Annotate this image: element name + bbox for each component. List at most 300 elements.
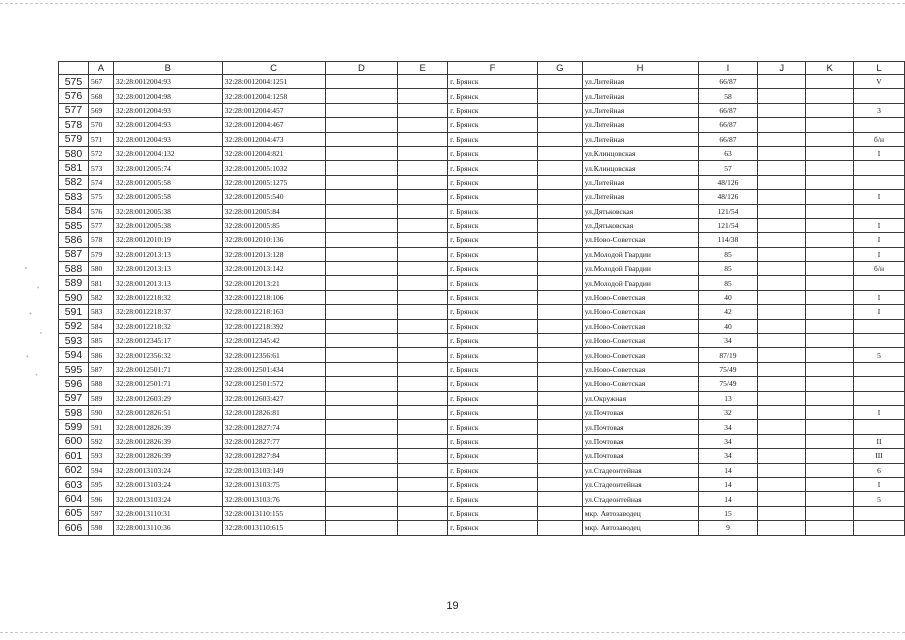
cell-l[interactable]: 5 (854, 348, 905, 362)
cell-e[interactable] (398, 89, 448, 103)
cell-f[interactable]: г. Брянск (448, 262, 538, 276)
cell-f[interactable]: г. Брянск (448, 290, 538, 304)
cell-e[interactable] (398, 118, 448, 132)
cell-b[interactable]: 32:28:0012218:32 (113, 290, 222, 304)
row-header[interactable]: 578 (59, 118, 89, 132)
cell-h[interactable]: ул.Ново-Советская (582, 348, 698, 362)
cell-e[interactable] (398, 290, 448, 304)
row-header[interactable]: 586 (59, 233, 89, 247)
cell-d[interactable] (325, 492, 398, 506)
row-header[interactable]: 603 (59, 477, 89, 491)
column-header-c[interactable]: C (222, 62, 325, 75)
cell-g[interactable] (537, 477, 582, 491)
cell-j[interactable] (758, 89, 806, 103)
cell-l[interactable]: II (854, 434, 905, 448)
cell-k[interactable] (806, 377, 854, 391)
cell-j[interactable] (758, 132, 806, 146)
cell-c[interactable]: 32:28:0012501:572 (222, 377, 325, 391)
cell-g[interactable] (537, 204, 582, 218)
cell-l[interactable]: I (854, 247, 905, 261)
cell-a[interactable]: 570 (88, 118, 113, 132)
cell-l[interactable] (854, 362, 905, 376)
cell-d[interactable] (325, 161, 398, 175)
cell-i[interactable]: 114/38 (698, 233, 758, 247)
cell-i[interactable]: 87/19 (698, 348, 758, 362)
cell-k[interactable] (806, 463, 854, 477)
cell-l[interactable]: I (854, 190, 905, 204)
cell-h[interactable]: ул.Молодой Гвардии (582, 247, 698, 261)
cell-a[interactable]: 581 (88, 276, 113, 290)
cell-i[interactable]: 63 (698, 146, 758, 160)
cell-d[interactable] (325, 218, 398, 232)
cell-h[interactable]: ул.Клинцовская (582, 161, 698, 175)
cell-c[interactable]: 32:28:0012013:21 (222, 276, 325, 290)
cell-j[interactable] (758, 118, 806, 132)
cell-i[interactable]: 34 (698, 449, 758, 463)
cell-d[interactable] (325, 75, 398, 89)
cell-d[interactable] (325, 276, 398, 290)
cell-h[interactable]: ул.Литейная (582, 103, 698, 117)
cell-c[interactable]: 32:28:0013103:149 (222, 463, 325, 477)
cell-e[interactable] (398, 204, 448, 218)
cell-d[interactable] (325, 247, 398, 261)
cell-l[interactable]: I (854, 146, 905, 160)
cell-j[interactable] (758, 521, 806, 535)
cell-a[interactable]: 576 (88, 204, 113, 218)
cell-h[interactable]: ул.Стадеонтейная (582, 463, 698, 477)
cell-e[interactable] (398, 103, 448, 117)
column-header-d[interactable]: D (325, 62, 398, 75)
cell-e[interactable] (398, 434, 448, 448)
cell-b[interactable]: 32:28:0012005:74 (113, 161, 222, 175)
cell-d[interactable] (325, 319, 398, 333)
cell-j[interactable] (758, 334, 806, 348)
cell-e[interactable] (398, 75, 448, 89)
cell-h[interactable]: ул.Почтовая (582, 420, 698, 434)
row-header[interactable]: 590 (59, 290, 89, 304)
cell-b[interactable]: 32:28:0012826:51 (113, 405, 222, 419)
cell-a[interactable]: 589 (88, 391, 113, 405)
cell-h[interactable]: мкр. Автозаводец (582, 506, 698, 520)
row-header[interactable]: 602 (59, 463, 89, 477)
cell-b[interactable]: 32:28:0012345:17 (113, 334, 222, 348)
cell-k[interactable] (806, 434, 854, 448)
cell-b[interactable]: 32:28:0013103:24 (113, 477, 222, 491)
cell-h[interactable]: ул.Молодой Гвардии (582, 262, 698, 276)
cell-b[interactable]: 32:28:0012603:29 (113, 391, 222, 405)
cell-l[interactable]: 5 (854, 492, 905, 506)
cell-k[interactable] (806, 521, 854, 535)
cell-i[interactable]: 66/87 (698, 118, 758, 132)
corner-cell[interactable] (59, 62, 89, 75)
cell-f[interactable]: г. Брянск (448, 334, 538, 348)
cell-l[interactable] (854, 319, 905, 333)
cell-l[interactable] (854, 521, 905, 535)
cell-h[interactable]: мкр. Автозаводец (582, 521, 698, 535)
cell-g[interactable] (537, 75, 582, 89)
cell-g[interactable] (537, 434, 582, 448)
cell-d[interactable] (325, 334, 398, 348)
cell-i[interactable]: 32 (698, 405, 758, 419)
cell-c[interactable]: 32:28:0013103:76 (222, 492, 325, 506)
cell-g[interactable] (537, 334, 582, 348)
cell-f[interactable]: г. Брянск (448, 118, 538, 132)
row-header[interactable]: 597 (59, 391, 89, 405)
cell-b[interactable]: 32:28:0012013:13 (113, 262, 222, 276)
cell-c[interactable]: 32:28:0012004:467 (222, 118, 325, 132)
cell-g[interactable] (537, 405, 582, 419)
row-header[interactable]: 588 (59, 262, 89, 276)
cell-k[interactable] (806, 420, 854, 434)
cell-l[interactable]: I (854, 477, 905, 491)
cell-c[interactable]: 32:28:0012218:392 (222, 319, 325, 333)
cell-d[interactable] (325, 521, 398, 535)
cell-l[interactable]: I (854, 305, 905, 319)
cell-k[interactable] (806, 334, 854, 348)
cell-c[interactable]: 32:28:0012827:74 (222, 420, 325, 434)
cell-j[interactable] (758, 233, 806, 247)
cell-a[interactable]: 572 (88, 146, 113, 160)
cell-g[interactable] (537, 319, 582, 333)
cell-d[interactable] (325, 305, 398, 319)
cell-g[interactable] (537, 175, 582, 189)
cell-a[interactable]: 579 (88, 247, 113, 261)
cell-g[interactable] (537, 348, 582, 362)
cell-g[interactable] (537, 362, 582, 376)
cell-e[interactable] (398, 420, 448, 434)
cell-f[interactable]: г. Брянск (448, 75, 538, 89)
cell-h[interactable]: ул.Литейная (582, 190, 698, 204)
cell-g[interactable] (537, 506, 582, 520)
cell-i[interactable]: 85 (698, 262, 758, 276)
cell-g[interactable] (537, 247, 582, 261)
cell-j[interactable] (758, 377, 806, 391)
cell-h[interactable]: ул.Дятьковская (582, 218, 698, 232)
cell-f[interactable]: г. Брянск (448, 233, 538, 247)
cell-g[interactable] (537, 89, 582, 103)
cell-c[interactable]: 32:28:0012004:473 (222, 132, 325, 146)
cell-h[interactable]: ул.Литейная (582, 132, 698, 146)
cell-g[interactable] (537, 305, 582, 319)
cell-i[interactable]: 40 (698, 319, 758, 333)
cell-c[interactable]: 32:28:0012013:128 (222, 247, 325, 261)
cell-d[interactable] (325, 103, 398, 117)
cell-d[interactable] (325, 233, 398, 247)
cell-i[interactable]: 34 (698, 434, 758, 448)
cell-l[interactable] (854, 118, 905, 132)
cell-e[interactable] (398, 218, 448, 232)
column-header-a[interactable]: A (88, 62, 113, 75)
cell-h[interactable]: ул.Ново-Советская (582, 233, 698, 247)
cell-e[interactable] (398, 319, 448, 333)
cell-d[interactable] (325, 434, 398, 448)
cell-l[interactable] (854, 204, 905, 218)
cell-c[interactable]: 32:28:0012356:61 (222, 348, 325, 362)
cell-j[interactable] (758, 348, 806, 362)
row-header[interactable]: 601 (59, 449, 89, 463)
cell-c[interactable]: 32:28:0012501:434 (222, 362, 325, 376)
cell-f[interactable]: г. Брянск (448, 405, 538, 419)
cell-h[interactable]: ул.Окружная (582, 391, 698, 405)
cell-e[interactable] (398, 161, 448, 175)
row-header[interactable]: 589 (59, 276, 89, 290)
cell-i[interactable]: 34 (698, 420, 758, 434)
cell-l[interactable] (854, 506, 905, 520)
cell-d[interactable] (325, 262, 398, 276)
cell-j[interactable] (758, 190, 806, 204)
cell-b[interactable]: 32:28:0012013:13 (113, 276, 222, 290)
cell-i[interactable]: 14 (698, 477, 758, 491)
cell-i[interactable]: 66/87 (698, 103, 758, 117)
cell-e[interactable] (398, 233, 448, 247)
cell-f[interactable]: г. Брянск (448, 103, 538, 117)
cell-i[interactable]: 48/126 (698, 190, 758, 204)
cell-g[interactable] (537, 118, 582, 132)
row-header[interactable]: 579 (59, 132, 89, 146)
cell-c[interactable]: 32:28:0013110:155 (222, 506, 325, 520)
cell-l[interactable]: V (854, 75, 905, 89)
cell-b[interactable]: 32:28:0012218:37 (113, 305, 222, 319)
cell-b[interactable]: 32:28:0013103:24 (113, 492, 222, 506)
cell-f[interactable]: г. Брянск (448, 420, 538, 434)
cell-e[interactable] (398, 146, 448, 160)
cell-a[interactable]: 588 (88, 377, 113, 391)
cell-k[interactable] (806, 276, 854, 290)
cell-l[interactable]: б/н (854, 132, 905, 146)
row-header[interactable]: 596 (59, 377, 89, 391)
cell-k[interactable] (806, 305, 854, 319)
cell-l[interactable]: 3 (854, 103, 905, 117)
cell-e[interactable] (398, 334, 448, 348)
cell-d[interactable] (325, 290, 398, 304)
column-header-g[interactable]: G (537, 62, 582, 75)
cell-g[interactable] (537, 521, 582, 535)
cell-d[interactable] (325, 405, 398, 419)
cell-k[interactable] (806, 204, 854, 218)
cell-f[interactable]: г. Брянск (448, 348, 538, 362)
cell-a[interactable]: 583 (88, 305, 113, 319)
cell-h[interactable]: ул.Молодой Гвардии (582, 276, 698, 290)
column-header-l[interactable]: L (854, 62, 905, 75)
cell-k[interactable] (806, 405, 854, 419)
cell-f[interactable]: г. Брянск (448, 492, 538, 506)
cell-j[interactable] (758, 290, 806, 304)
cell-f[interactable]: г. Брянск (448, 175, 538, 189)
cell-c[interactable]: 32:28:0012005:85 (222, 218, 325, 232)
cell-e[interactable] (398, 362, 448, 376)
cell-l[interactable] (854, 89, 905, 103)
cell-i[interactable]: 66/87 (698, 75, 758, 89)
cell-d[interactable] (325, 477, 398, 491)
row-header[interactable]: 592 (59, 319, 89, 333)
cell-a[interactable]: 569 (88, 103, 113, 117)
cell-k[interactable] (806, 319, 854, 333)
cell-i[interactable]: 42 (698, 305, 758, 319)
cell-e[interactable] (398, 247, 448, 261)
cell-e[interactable] (398, 506, 448, 520)
cell-a[interactable]: 595 (88, 477, 113, 491)
cell-d[interactable] (325, 506, 398, 520)
column-header-h[interactable]: H (582, 62, 698, 75)
cell-k[interactable] (806, 492, 854, 506)
cell-j[interactable] (758, 434, 806, 448)
cell-d[interactable] (325, 89, 398, 103)
row-header[interactable]: 575 (59, 75, 89, 89)
cell-c[interactable]: 32:28:0013103:75 (222, 477, 325, 491)
cell-h[interactable]: ул.Почтовая (582, 434, 698, 448)
cell-i[interactable]: 121/54 (698, 218, 758, 232)
cell-a[interactable]: 586 (88, 348, 113, 362)
cell-j[interactable] (758, 391, 806, 405)
cell-i[interactable]: 40 (698, 290, 758, 304)
cell-a[interactable]: 596 (88, 492, 113, 506)
cell-k[interactable] (806, 262, 854, 276)
cell-j[interactable] (758, 103, 806, 117)
cell-d[interactable] (325, 190, 398, 204)
cell-e[interactable] (398, 348, 448, 362)
cell-a[interactable]: 590 (88, 405, 113, 419)
cell-d[interactable] (325, 204, 398, 218)
cell-b[interactable]: 32:28:0012356:32 (113, 348, 222, 362)
cell-c[interactable]: 32:28:0012827:77 (222, 434, 325, 448)
row-header[interactable]: 604 (59, 492, 89, 506)
cell-j[interactable] (758, 146, 806, 160)
cell-k[interactable] (806, 218, 854, 232)
cell-i[interactable]: 75/49 (698, 377, 758, 391)
cell-i[interactable]: 75/49 (698, 362, 758, 376)
cell-k[interactable] (806, 75, 854, 89)
cell-e[interactable] (398, 449, 448, 463)
cell-c[interactable]: 32:28:0012005:1275 (222, 175, 325, 189)
cell-a[interactable]: 582 (88, 290, 113, 304)
row-header[interactable]: 582 (59, 175, 89, 189)
cell-c[interactable]: 32:28:0012013:142 (222, 262, 325, 276)
cell-f[interactable]: г. Брянск (448, 89, 538, 103)
cell-e[interactable] (398, 175, 448, 189)
cell-e[interactable] (398, 190, 448, 204)
cell-a[interactable]: 578 (88, 233, 113, 247)
row-header[interactable]: 600 (59, 434, 89, 448)
cell-l[interactable] (854, 334, 905, 348)
column-header-f[interactable]: F (448, 62, 538, 75)
cell-h[interactable]: ул.Литейная (582, 118, 698, 132)
cell-l[interactable]: III (854, 449, 905, 463)
cell-j[interactable] (758, 405, 806, 419)
cell-e[interactable] (398, 463, 448, 477)
cell-g[interactable] (537, 161, 582, 175)
cell-j[interactable] (758, 204, 806, 218)
cell-b[interactable]: 32:28:0012218:32 (113, 319, 222, 333)
cell-l[interactable]: I (854, 290, 905, 304)
cell-i[interactable]: 14 (698, 492, 758, 506)
cell-a[interactable]: 584 (88, 319, 113, 333)
cell-l[interactable]: I (854, 233, 905, 247)
cell-b[interactable]: 32:28:0012004:93 (113, 132, 222, 146)
cell-a[interactable]: 568 (88, 89, 113, 103)
cell-g[interactable] (537, 377, 582, 391)
cell-b[interactable]: 32:28:0012826:39 (113, 449, 222, 463)
cell-a[interactable]: 594 (88, 463, 113, 477)
cell-k[interactable] (806, 89, 854, 103)
cell-f[interactable]: г. Брянск (448, 132, 538, 146)
cell-c[interactable]: 32:28:0012004:1251 (222, 75, 325, 89)
cell-f[interactable]: г. Брянск (448, 362, 538, 376)
cell-g[interactable] (537, 132, 582, 146)
cell-e[interactable] (398, 405, 448, 419)
cell-b[interactable]: 32:28:0013110:31 (113, 506, 222, 520)
cell-g[interactable] (537, 190, 582, 204)
cell-k[interactable] (806, 247, 854, 261)
column-header-k[interactable]: K (806, 62, 854, 75)
cell-i[interactable]: 15 (698, 506, 758, 520)
cell-e[interactable] (398, 305, 448, 319)
cell-f[interactable]: г. Брянск (448, 305, 538, 319)
cell-j[interactable] (758, 175, 806, 189)
cell-h[interactable]: ул.Почтовая (582, 449, 698, 463)
cell-g[interactable] (537, 218, 582, 232)
cell-g[interactable] (537, 146, 582, 160)
cell-j[interactable] (758, 218, 806, 232)
cell-c[interactable]: 32:28:0012010:136 (222, 233, 325, 247)
cell-j[interactable] (758, 319, 806, 333)
cell-j[interactable] (758, 247, 806, 261)
cell-e[interactable] (398, 276, 448, 290)
cell-b[interactable]: 32:28:0012005:38 (113, 204, 222, 218)
cell-h[interactable]: ул.Ново-Советская (582, 305, 698, 319)
cell-b[interactable]: 32:28:0012004:93 (113, 75, 222, 89)
cell-f[interactable]: г. Брянск (448, 161, 538, 175)
cell-i[interactable]: 14 (698, 463, 758, 477)
cell-h[interactable]: ул.Литейная (582, 75, 698, 89)
row-header[interactable]: 598 (59, 405, 89, 419)
cell-a[interactable]: 592 (88, 434, 113, 448)
cell-f[interactable]: г. Брянск (448, 463, 538, 477)
cell-l[interactable] (854, 276, 905, 290)
cell-f[interactable]: г. Брянск (448, 434, 538, 448)
cell-h[interactable]: ул.Ново-Советская (582, 290, 698, 304)
cell-b[interactable]: 32:28:0012013:13 (113, 247, 222, 261)
cell-f[interactable]: г. Брянск (448, 377, 538, 391)
cell-l[interactable] (854, 377, 905, 391)
cell-c[interactable]: 32:28:0012004:821 (222, 146, 325, 160)
cell-j[interactable] (758, 506, 806, 520)
cell-f[interactable]: г. Брянск (448, 190, 538, 204)
cell-d[interactable] (325, 463, 398, 477)
cell-g[interactable] (537, 276, 582, 290)
cell-k[interactable] (806, 161, 854, 175)
cell-a[interactable]: 574 (88, 175, 113, 189)
cell-k[interactable] (806, 190, 854, 204)
cell-i[interactable]: 9 (698, 521, 758, 535)
row-header[interactable]: 585 (59, 218, 89, 232)
cell-b[interactable]: 32:28:0012004:93 (113, 103, 222, 117)
cell-b[interactable]: 32:28:0012004:132 (113, 146, 222, 160)
cell-h[interactable]: ул.Ново-Советская (582, 362, 698, 376)
row-header[interactable]: 584 (59, 204, 89, 218)
cell-c[interactable]: 32:28:0012004:457 (222, 103, 325, 117)
column-header-b[interactable]: B (113, 62, 222, 75)
cell-b[interactable]: 32:28:0013110:36 (113, 521, 222, 535)
cell-k[interactable] (806, 175, 854, 189)
cell-e[interactable] (398, 377, 448, 391)
cell-k[interactable] (806, 391, 854, 405)
cell-k[interactable] (806, 362, 854, 376)
column-header-i[interactable]: I (698, 62, 758, 75)
cell-b[interactable]: 32:28:0012005:38 (113, 218, 222, 232)
cell-j[interactable] (758, 276, 806, 290)
cell-l[interactable]: 6 (854, 463, 905, 477)
cell-b[interactable]: 32:28:0013103:24 (113, 463, 222, 477)
